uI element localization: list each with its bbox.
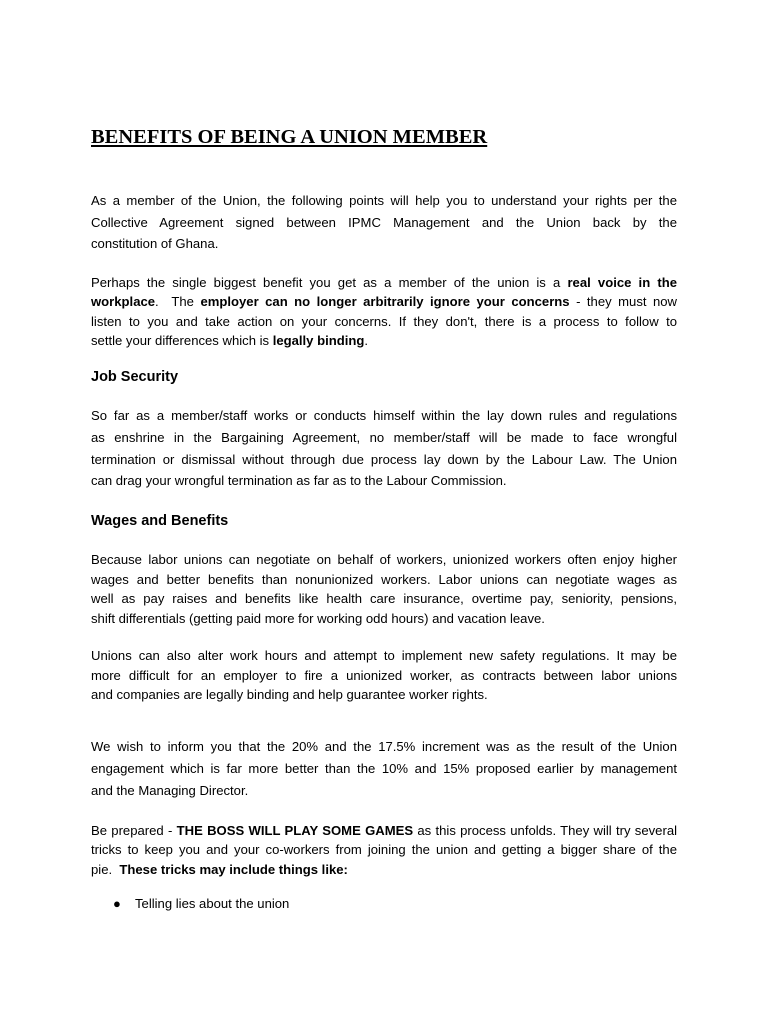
wages-line: shift differentials (getting paid more for working odd hours) and vacation leave.: [91, 610, 545, 626]
list-item-text: Telling lies about the union: [135, 896, 290, 911]
job-security-heading: Job Security: [91, 369, 179, 385]
prepared-emphasis: These tricks may include things like:: [119, 861, 348, 877]
list-item: [113, 896, 289, 911]
voice-text: . The: [155, 294, 201, 310]
prepared-line-1: [91, 821, 677, 840]
increment-line: and the Managing Director.: [91, 782, 249, 798]
prepared-paragraph: [91, 821, 677, 879]
voice-text: Perhaps the single biggest benefit you get as a member of the union is a: [91, 275, 568, 290]
voice-text: settle your differences which is: [91, 332, 273, 348]
prepared-text: Be prepared -: [91, 823, 177, 838]
wages-paragraph-2: [91, 646, 677, 705]
intro-line: constitution of Ghana.: [91, 236, 219, 251]
intro-paragraph: [91, 190, 677, 255]
voice-line-4: [91, 331, 677, 350]
wages-line: more difficult for an employer to fire a unionized worker, as contracts between labor unions: [91, 667, 677, 683]
increment-line: We wish to inform you that the 20% and the 17.5% increment was as the result of the Union: [91, 739, 677, 754]
job-security-paragraph: [91, 405, 677, 492]
voice-emphasis: employer can no longer arbitrarily ignore your concerns: [200, 294, 570, 310]
job-security-line: can drag your wrongful termination as far as to the Labour Commission.: [91, 473, 507, 489]
wages-paragraph-1: [91, 550, 677, 628]
wages-line: Because labor unions can negotiate on behalf of workers, unionized workers often enjoy higher: [91, 552, 677, 567]
voice-emphasis: real voice in the: [567, 275, 677, 290]
intro-line: As a member of the Union, the following points will help you to understand your rights per the: [91, 193, 677, 208]
wages-line: well as pay raises and benefits like health care insurance, overtime pay, seniority, pensions,: [91, 591, 677, 606]
voice-paragraph: [91, 273, 677, 350]
increment-paragraph: [91, 736, 677, 801]
prepared-line-3: [91, 860, 677, 879]
wages-line: wages and better benefits than nonunionized workers. Labor unions can negotiate wages as: [91, 571, 677, 587]
increment-line: engagement which is far more better than the 10% and 15% proposed earlier by management: [91, 760, 677, 776]
bullet-icon: ●: [113, 896, 121, 911]
job-security-line: So far as a member/staff works or conducts himself within the lay down rules and regulations: [91, 408, 677, 423]
job-security-line: as enshrine in the Bargaining Agreement, no member/staff will be made to face wrongful: [91, 429, 677, 445]
wages-heading: Wages and Benefits: [91, 513, 229, 529]
page-title: BENEFITS OF BEING A UNION MEMBER: [91, 126, 488, 148]
voice-emphasis: workplace: [91, 294, 156, 310]
job-security-line: termination or dismissal without through due process lay down by the Labour Law. The Union: [91, 451, 677, 467]
voice-text: .: [364, 332, 369, 348]
prepared-text: as this process unfolds. They will try several: [413, 823, 678, 838]
voice-line-3: listen to you and take action on your concerns. If they don't, there is a process to follow to: [91, 313, 677, 329]
prepared-line-2: tricks to keep you and your co-workers from joining the union and getting a bigger share of the: [91, 842, 677, 858]
wages-line: and companies are legally binding and help guarantee worker rights.: [91, 687, 488, 702]
voice-text: - they must now: [569, 294, 678, 310]
prepared-text: pie.: [91, 861, 120, 877]
voice-emphasis: legally binding: [272, 332, 365, 348]
voice-line-1: [91, 273, 677, 292]
intro-line: Collective Agreement signed between IPMC Management and the Union back by the: [91, 214, 677, 230]
prepared-emphasis: THE BOSS WILL PLAY SOME GAMES: [176, 823, 414, 838]
wages-line: Unions can also alter work hours and attempt to implement new safety regulations. It may be: [91, 648, 677, 663]
voice-line-2: [91, 292, 677, 311]
